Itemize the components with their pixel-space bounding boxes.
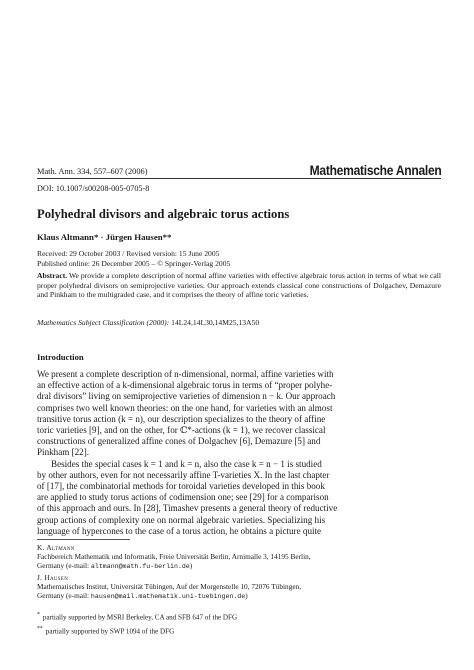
msc-label: Mathematics Subject Classification (2000):	[37, 318, 170, 327]
email-prefix: Germany (e-mail:	[37, 560, 91, 570]
body-line: language of hypercones to the case of a torus action, he obtains a picture quite	[37, 525, 322, 536]
abstract	[37, 271, 441, 300]
authors: Klaus Altmann* · Jürgen Hausen**	[37, 232, 172, 242]
body-text	[37, 369, 441, 537]
affiliation	[37, 574, 301, 601]
body-line: toric varieties [9], and on the other, for ℂ*-actions (k = 1), we recover classical	[37, 425, 326, 436]
body-line: of this approach and ours. In [28], Timashev presents a general theory of reductive	[37, 503, 338, 514]
footnote	[37, 612, 237, 621]
body-line: Pinkham [22].	[37, 447, 90, 458]
journal-header	[37, 162, 441, 178]
footnote	[37, 626, 174, 635]
footnote-text: partially supported by SWP 1094 of the DFG	[45, 627, 175, 636]
body-line: constructions of generalized affine cones of Dolgachev [6], Demazure [5] and	[37, 436, 321, 447]
body-line: by other authors, even for not necessarily affine T-varieties X. In the last chapter	[37, 469, 330, 480]
footnote-mark: **	[37, 626, 43, 632]
email-address[interactable]: altmann@math.fu-berlin.de	[90, 562, 190, 570]
body-line: group actions of complexity one on normal algebraic varieties. Specializing his	[37, 514, 326, 525]
body-line: Besides the special cases k = 1 and k = n, also the case k = n − 1 is studied	[51, 458, 322, 469]
section-heading: Introduction	[37, 352, 84, 362]
footnote-text: partially supported by MSRI Berkeley, CA and SFB 647 of the DFG	[42, 613, 238, 622]
affiliation	[37, 544, 311, 571]
email-prefix: Germany (e-mail:	[37, 590, 91, 600]
header-rule	[37, 178, 441, 179]
footnote-mark: *	[37, 612, 40, 618]
affiliation-name: K. Altmann	[37, 543, 75, 552]
published-date: Published online: 26 December 2005 – © Springer-Verlag 2005	[37, 258, 231, 268]
email-suffix: )	[189, 560, 193, 570]
doi: DOI: 10.1007/s00208-005-0705-8	[37, 184, 150, 193]
body-line: comprises two well known theories: on the one hand, for varieties with an almost	[37, 402, 333, 413]
email-suffix: )	[245, 590, 248, 600]
body-line: transitive torus action (k = n), our description specializes to the theory of affine	[37, 413, 326, 424]
affiliation-name: J. Hausen	[37, 573, 69, 582]
footnote-rule	[37, 539, 130, 540]
subject-classification	[37, 318, 259, 327]
paper-title: Polyhedral divisors and algebraic torus actions	[37, 207, 290, 221]
citation: Math. Ann. 334, 557–607 (2006)	[37, 167, 148, 176]
body-line: of [17], the combinatorial methods for toroidal varieties developed in this book	[37, 481, 325, 492]
affiliation-address: Mathematisches Institut, Universität Tübingen, Auf der Morgenstelle 10, 72076 Tübingen,	[37, 581, 302, 591]
email-address[interactable]: hausen@mail.mathematik.uni-tuebingen.de	[90, 592, 246, 600]
abstract-label: Abstract.	[37, 271, 68, 280]
received-date: Received: 29 October 2003 / Revised version: 15 June 2005	[37, 249, 220, 258]
affiliation-address: Fachbereich Mathematik und Informatik, Freie Universität Berlin, Arnimalle 3, 14195 Berlin,	[37, 551, 311, 561]
body-line: dral divisors” living on semiprojective varieties of dimension n − k. Our approach	[37, 391, 336, 402]
journal-name: Mathematische Annalen	[309, 163, 441, 178]
abstract-text: We provide a complete description of normal affine varieties with effective algebraic torus action in terms of what we call proper polyhedral divisors on semiprojective varieties. Our approach extends classical cone constructions of Dolgachev, Demazure and Pinkham to the multigraded case, and it comprises the theory of affine toric varieties.	[37, 271, 441, 300]
body-line: an effective action of a k-dimensional algebraic torus in terms of “proper polyhe-	[37, 380, 333, 391]
body-line: are applied to study torus actions of codimension one; see [29] for a comparison	[37, 492, 329, 503]
msc-codes: 14L24,14L30,14M25,13A50	[171, 318, 260, 327]
dates	[37, 249, 230, 268]
body-line: We present a complete description of n-dimensional, normal, affine varieties with	[37, 369, 334, 379]
